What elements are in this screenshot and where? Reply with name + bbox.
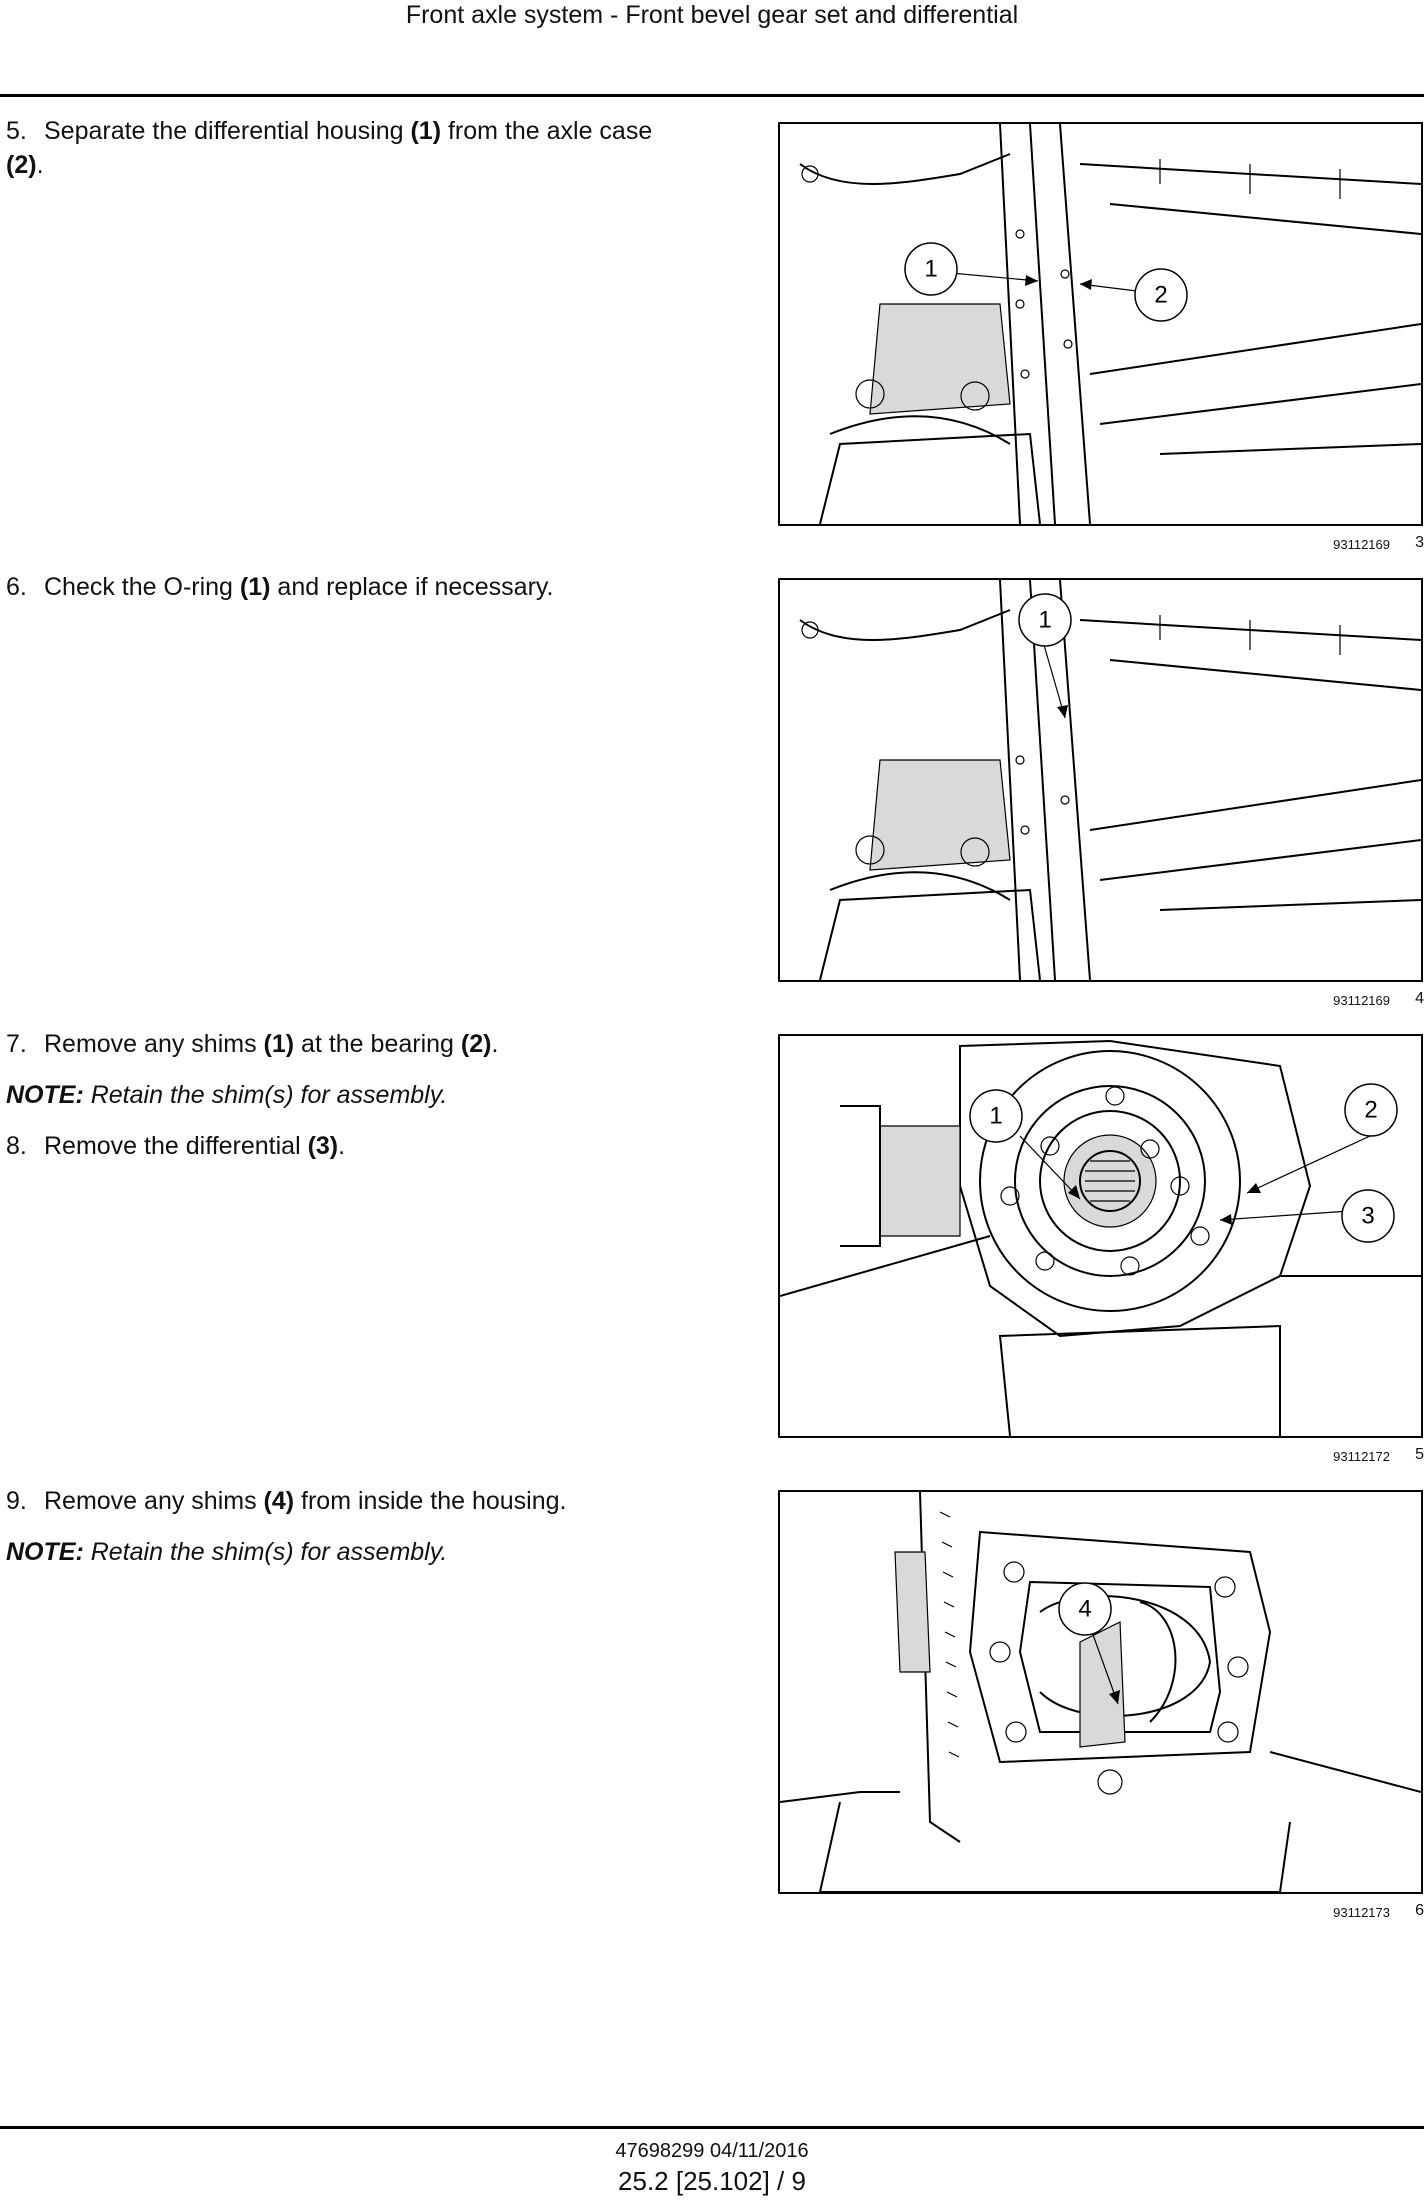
callout-1: 1 — [1038, 606, 1052, 634]
figure-number: 3 — [1415, 534, 1424, 551]
header-rule — [0, 94, 1424, 97]
callout-ref: (2) — [460, 1030, 492, 1058]
step-number: 8. — [6, 1132, 27, 1160]
callout-2: 2 — [1364, 1096, 1378, 1124]
figure-3-illustration — [778, 122, 1423, 526]
note — [6, 1535, 746, 1569]
figure-id: 93112169 — [1333, 993, 1390, 1008]
page-header-title: Front axle system - Front bevel gear set and differential — [405, 1, 1019, 29]
step-text: Remove any shims — [44, 1030, 264, 1058]
step-number: 9. — [6, 1487, 27, 1515]
note-text: Retain the shim(s) for assembly. — [83, 1081, 448, 1109]
note — [6, 1078, 746, 1112]
figure-number: 4 — [1415, 990, 1424, 1007]
callout-ref: (1) — [410, 117, 442, 145]
callout-ref: (2) — [6, 151, 37, 179]
figure-number: 6 — [1415, 1902, 1424, 1919]
figure-id: 93112169 — [1333, 537, 1390, 552]
step-text: . — [338, 1132, 346, 1160]
step-number: 6. — [6, 573, 27, 601]
figure-6-illustration — [778, 1490, 1423, 1894]
step-text: from the axle case — [441, 117, 653, 145]
footer-rule — [0, 2126, 1424, 2129]
figure-4-illustration — [778, 578, 1423, 982]
callout-ref: (3) — [307, 1132, 339, 1160]
callout-ref: (4) — [263, 1487, 295, 1515]
callout-ref: (1) — [239, 573, 271, 601]
callout-3: 3 — [1361, 1202, 1375, 1230]
note-text: Retain the shim(s) for assembly. — [83, 1538, 448, 1566]
footer-page-number: 25.2 [25.102] / 9 — [618, 2166, 806, 2196]
step-number: 5. — [6, 117, 27, 145]
callout-ref: (1) — [263, 1030, 295, 1058]
step-text: from inside the housing. — [294, 1487, 567, 1515]
step-9 — [6, 1484, 746, 1518]
step-text: Remove the differential — [44, 1132, 308, 1160]
note-label: NOTE: — [6, 1081, 84, 1109]
step-text: at the bearing — [294, 1030, 461, 1058]
step-text: and replace if necessary. — [270, 573, 554, 601]
step-7 — [6, 1027, 746, 1061]
step-6 — [6, 570, 746, 604]
step-text: . — [491, 1030, 499, 1058]
figure-5-illustration — [778, 1034, 1423, 1438]
callout-1: 1 — [989, 1102, 1003, 1130]
step-number: 7. — [6, 1030, 27, 1058]
step-text: Separate the differential housing — [44, 117, 411, 145]
step-text: Remove any shims — [44, 1487, 264, 1515]
figure-id: 93112173 — [1333, 1905, 1390, 1920]
figure-id: 93112172 — [1333, 1449, 1390, 1464]
footer-doc-reference: 47698299 04/11/2016 — [615, 2140, 809, 2162]
callout-4: 4 — [1078, 1595, 1092, 1623]
step-text: . — [36, 151, 44, 179]
step-text: Check the O-ring — [44, 573, 240, 601]
step-5 — [6, 114, 746, 182]
callout-2: 2 — [1154, 281, 1168, 309]
note-label: NOTE: — [6, 1538, 84, 1566]
step-8 — [6, 1129, 746, 1163]
figure-number: 5 — [1415, 1446, 1424, 1463]
callout-1: 1 — [924, 255, 938, 283]
